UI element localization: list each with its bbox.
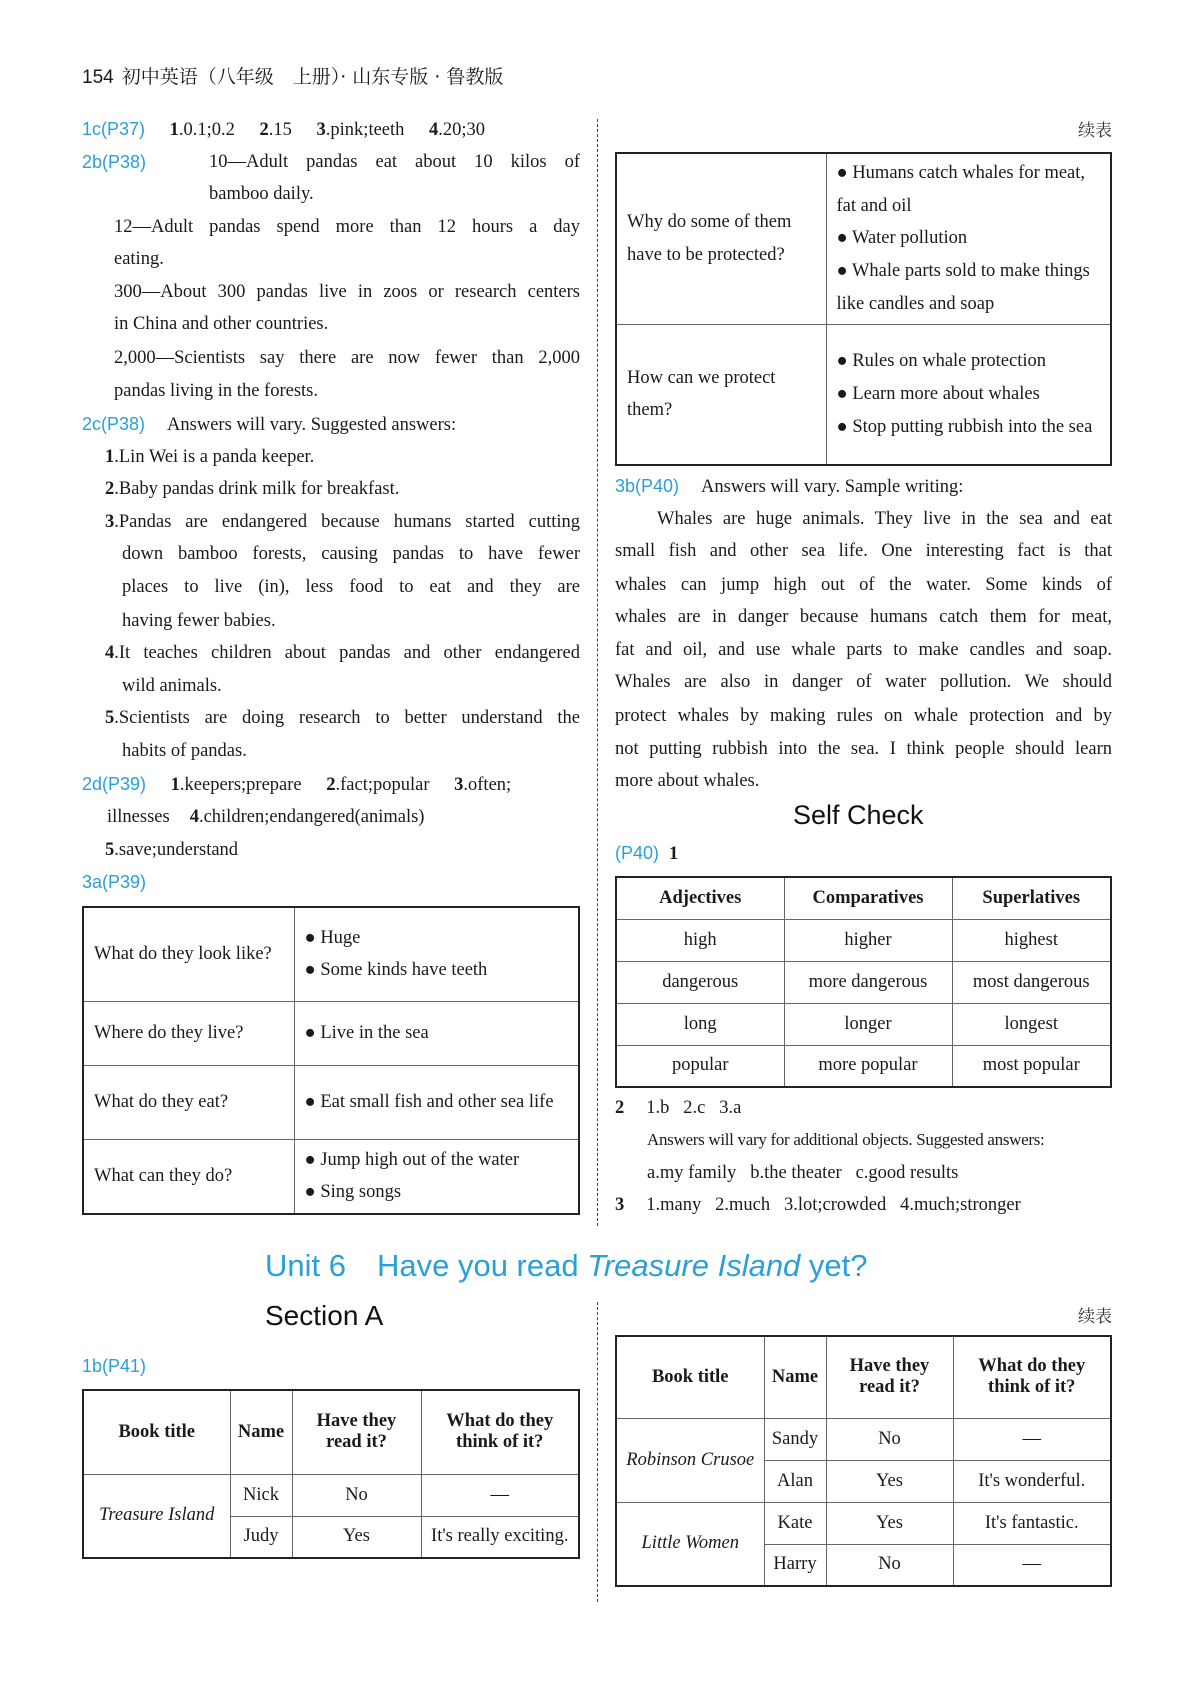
table-header-cell: Name [230,1390,292,1474]
table-row [616,153,1111,324]
text [616,153,1111,465]
text: yet? [800,1248,868,1283]
text: .children;endangered(animals) [198,807,425,827]
text: 2 [105,479,115,499]
text: .Baby pandas drink milk for breakfast. [114,479,400,499]
table-cell [294,1139,579,1214]
text: Rules on whale protection [852,351,1047,372]
unit-title [265,1240,868,1285]
essay-line: Whales are huge animals. They live in the sea and eat [657,509,1112,529]
table-cell: No [292,1474,421,1516]
whale-facts-table-continued [615,152,1112,466]
table-cell: It's fantastic. [953,1502,1111,1544]
text: 1.b 2.c 3.a [646,1098,742,1118]
table-cell: It's really exciting. [421,1516,579,1558]
text: .pink;teeth [325,120,405,140]
answer-1c [82,113,485,145]
answer-line: pandas living in the forests. [114,381,318,401]
book-title: 初中英语（八年级 上册）· 山东专版 · 鲁教版 [121,66,504,88]
answer-line: 2,000—Scientists say there are now fewer than 2,000 [114,348,580,368]
text: Learn more about whales [852,383,1040,404]
text [83,1390,579,1558]
self-check-2-objects: a.my family b.the theater c.good results [647,1163,959,1183]
bullet-item: ● Rules on whale protection [836,351,1047,372]
table-row [616,1045,1111,1087]
table-cell [616,1502,764,1586]
table-header-cell: Book title [83,1390,230,1474]
self-check-3 [615,1189,1021,1221]
table-row [616,1418,1111,1460]
table-cell: Yes [826,1460,953,1502]
answer-line: having fewer babies. [122,611,276,631]
text: .15 [268,120,292,140]
answer-line: eating. [114,249,164,269]
answer-line: 12—Adult pandas spend more than 12 hours a day [114,217,580,237]
text: 1.many 2.much 3.lot;crowded 4.much;stronger [646,1195,1021,1215]
text: Little Women [641,1533,739,1554]
table-cell: Yes [826,1502,953,1544]
text [170,120,235,140]
self-check-2 [615,1092,741,1124]
essay-line: Whales are also in danger of water pollution. We should [615,672,1112,692]
self-check-2-note: Answers will vary for additional objects. Suggested answers: [647,1130,1045,1149]
table-cell: No [826,1418,953,1460]
table-row [616,1003,1111,1045]
text: Live in the sea [320,1022,429,1043]
text [190,807,425,827]
answer-line [107,801,424,833]
table-cell [616,1418,764,1502]
text: 5 [105,840,115,860]
bullet-item: ● Whale parts sold to make things like candles and soap [836,261,1090,314]
text: .Lin Wei is a panda keeper. [114,447,315,467]
essay-line: whales are in danger because humans catch them for meat, [615,607,1112,627]
table-cell: Yes [292,1516,421,1558]
table-cell: most popular [952,1045,1111,1087]
bullet-item: ● Live in the sea [304,1022,429,1043]
text: .save;understand [114,840,239,860]
text [260,120,292,140]
bullet-item: ● Stop putting rubbish into the sea [836,416,1093,437]
text: 4 [429,120,439,140]
answer-line: wild animals. [122,676,222,696]
text: Treasure Island [99,1505,215,1526]
text: Some kinds have teeth [320,960,488,981]
table-cell: popular [616,1045,784,1087]
table-row [616,1502,1111,1544]
text: illnesses [107,807,170,827]
text [429,120,485,140]
table-header-cell: Superlatives [952,877,1111,919]
answer-3b-intro [615,470,963,502]
text: Answers will vary. Suggested answers: [167,415,457,435]
essay-line: protect whales by making rules on whale protection and by [615,706,1112,726]
essay-line: fat and oil, and use whale parts to make candles and soap. [615,640,1112,660]
text: Jump high out of the water [320,1149,520,1170]
text: .Scientists are doing research to better understand the [114,708,580,728]
text: 5 [105,708,115,728]
table-row [616,919,1111,961]
essay-line: not putting rubbish into the sea. I think people should learn [615,739,1112,759]
text: 2 [326,775,336,795]
answer-item [105,441,314,473]
table-header-cell: Adjectives [616,877,784,919]
text: Robinson Crusoe [626,1449,755,1470]
self-check-1-label [615,837,678,869]
table-cell: higher [784,919,952,961]
table-cell: long [616,1003,784,1045]
text: Sing songs [320,1182,402,1203]
text: .fact;popular [335,775,430,795]
table-cell: longest [952,1003,1111,1045]
table-cell [826,324,1111,465]
answer-2c-intro [82,408,456,440]
text: Eat small fish and other sea life [320,1091,554,1112]
exercise-label: 2d(P39) [82,774,147,794]
text: 2 [259,120,269,140]
text [317,120,405,140]
table-cell: Nick [230,1474,292,1516]
text: .keepers;prepare [179,775,302,795]
table-cell: Alan [764,1460,826,1502]
table-header-cell: Name [764,1336,826,1418]
table-cell [294,1065,579,1139]
table-cell: — [953,1418,1111,1460]
text [616,877,1111,1087]
table-cell: high [616,919,784,961]
answer-2d [82,768,511,800]
table-cell: How can we protect them? [616,324,826,465]
text: .20;30 [438,120,486,140]
text: (P40) [615,843,660,863]
self-check-heading: Self Check [793,800,924,830]
table-cell [294,1001,579,1065]
answer-item [105,506,580,538]
table-cell: more popular [784,1045,952,1087]
table-header-cell: Comparatives [784,877,952,919]
text: .0.1;0.2 [178,120,235,140]
answer-line: down bamboo forests, causing pandas to have fewer [122,544,580,564]
essay-line: small fish and other sea life. One interesting fact is that [615,541,1112,561]
table-cell [83,1474,230,1558]
text: 1 [669,844,679,864]
answer-item [105,637,580,669]
bullet-item: ● Eat small fish and other sea life [304,1091,554,1112]
table-cell: Sandy [764,1418,826,1460]
table-header-cell: Have they read it? [292,1390,421,1474]
table-header-cell: What do they think of it? [421,1390,579,1474]
table-row [83,907,579,1001]
text: 1 [169,120,179,140]
table-cell: What can they do? [83,1139,294,1214]
table-cell [294,907,579,1001]
essay-line: whales can jump high out of the water. Some kinds of [615,575,1112,595]
table-row [83,1065,579,1139]
table-row [616,961,1111,1003]
table-row [83,1139,579,1214]
text: Huge [320,927,361,948]
text: .Pandas are endangered because humans started cutting [114,512,580,532]
table-cell [826,153,1111,324]
text: 1 [105,447,115,467]
table-cell: dangerous [616,961,784,1003]
bullet-item: ● Humans catch whales for meat, fat and oil [836,163,1086,216]
text: Answers will vary. Sample writing: [701,477,964,497]
exercise-label: 2c(P38) [82,414,146,434]
table-cell: most dangerous [952,961,1111,1003]
table-header-cell: Book title [616,1336,764,1418]
text: Unit 6 Have you read [265,1248,588,1283]
table-header-row [616,877,1111,919]
table-cell: Kate [764,1502,826,1544]
table-header-row [83,1390,579,1474]
answer-item [105,473,399,505]
exercise-label: 1c(P37) [82,119,146,139]
text: 3 [454,775,464,795]
table-header-cell: Have they read it? [826,1336,953,1418]
table-cell: longer [784,1003,952,1045]
text: Water pollution [851,228,968,249]
table-cell: more dangerous [784,961,952,1003]
text [326,775,429,795]
essay-line: more about whales. [615,771,760,791]
bullet-item: ● Some kinds have teeth [304,960,488,981]
bullet-item: ● Learn more about whales [836,383,1040,404]
table-cell: Where do they live? [83,1001,294,1065]
answer-line: 10—Adult pandas eat about 10 kilos of [209,152,580,172]
answer-line: habits of pandas. [122,741,247,761]
text: 4 [105,643,115,663]
adjectives-table [615,876,1112,1088]
page-number: 154 [82,67,114,88]
answer-line: places to live (in), less food to eat and they are [122,577,580,597]
table-cell: It's wonderful. [953,1460,1111,1502]
continued-label: 续表 [1078,121,1112,141]
text: .It teaches children about pandas and other endangered [114,643,580,663]
section-heading: Section A [265,1300,384,1331]
text: Whale parts sold to make things like candles and soap [836,261,1090,314]
text [83,907,579,1214]
table-cell: highest [952,919,1111,961]
bullet-item: ● Jump high out of the water [304,1149,520,1170]
text [171,775,302,795]
text [616,1336,1111,1586]
exercise-label: 3a(P39) [82,872,147,892]
whale-facts-table [82,906,580,1215]
exercise-label: 2b(P38) [82,152,147,172]
answer-item [105,702,580,734]
exercise-label: 1b(P41) [82,1356,147,1376]
table-row [83,1474,579,1516]
text: 2 [615,1098,625,1118]
exercise-label: 3b(P40) [615,476,680,496]
table-cell: Judy [230,1516,292,1558]
table-cell: — [421,1474,579,1516]
column-divider [597,1302,598,1602]
text: Treasure Island [587,1248,801,1283]
text: 3 [105,512,115,532]
table-row [616,324,1111,465]
books-table-continued [615,1335,1112,1587]
text: Stop putting rubbish into the sea [852,416,1093,437]
table-cell: — [953,1544,1111,1586]
bullet-item: ● Water pollution [836,228,968,249]
answer-line: bamboo daily. [209,184,314,204]
table-cell: Why do some of them have to be protected? [616,153,826,324]
bullet-item: ● Sing songs [304,1182,402,1203]
answer-line: in China and other countries. [114,314,329,334]
page-header [82,62,503,89]
text: 3 [316,120,326,140]
column-divider [597,119,598,1226]
table-cell: No [826,1544,953,1586]
table-header-row [616,1336,1111,1418]
bullet-item: ● Huge [304,927,361,948]
text [454,775,511,795]
table-row [83,1001,579,1065]
continued-label: 续表 [1078,1307,1112,1327]
text: 3 [615,1195,625,1215]
text: Humans catch whales for meat, fat and oil [836,163,1086,216]
table-cell: What do they eat? [83,1065,294,1139]
answer-line [105,834,238,866]
table-cell: Harry [764,1544,826,1586]
answer-line: 300—About 300 pandas live in zoos or research centers [114,282,580,302]
text: .often; [463,775,512,795]
books-table [82,1389,580,1559]
table-cell: What do they look like? [83,907,294,1001]
text: 4 [189,807,199,827]
table-header-cell: What do they think of it? [953,1336,1111,1418]
text: 1 [170,775,180,795]
